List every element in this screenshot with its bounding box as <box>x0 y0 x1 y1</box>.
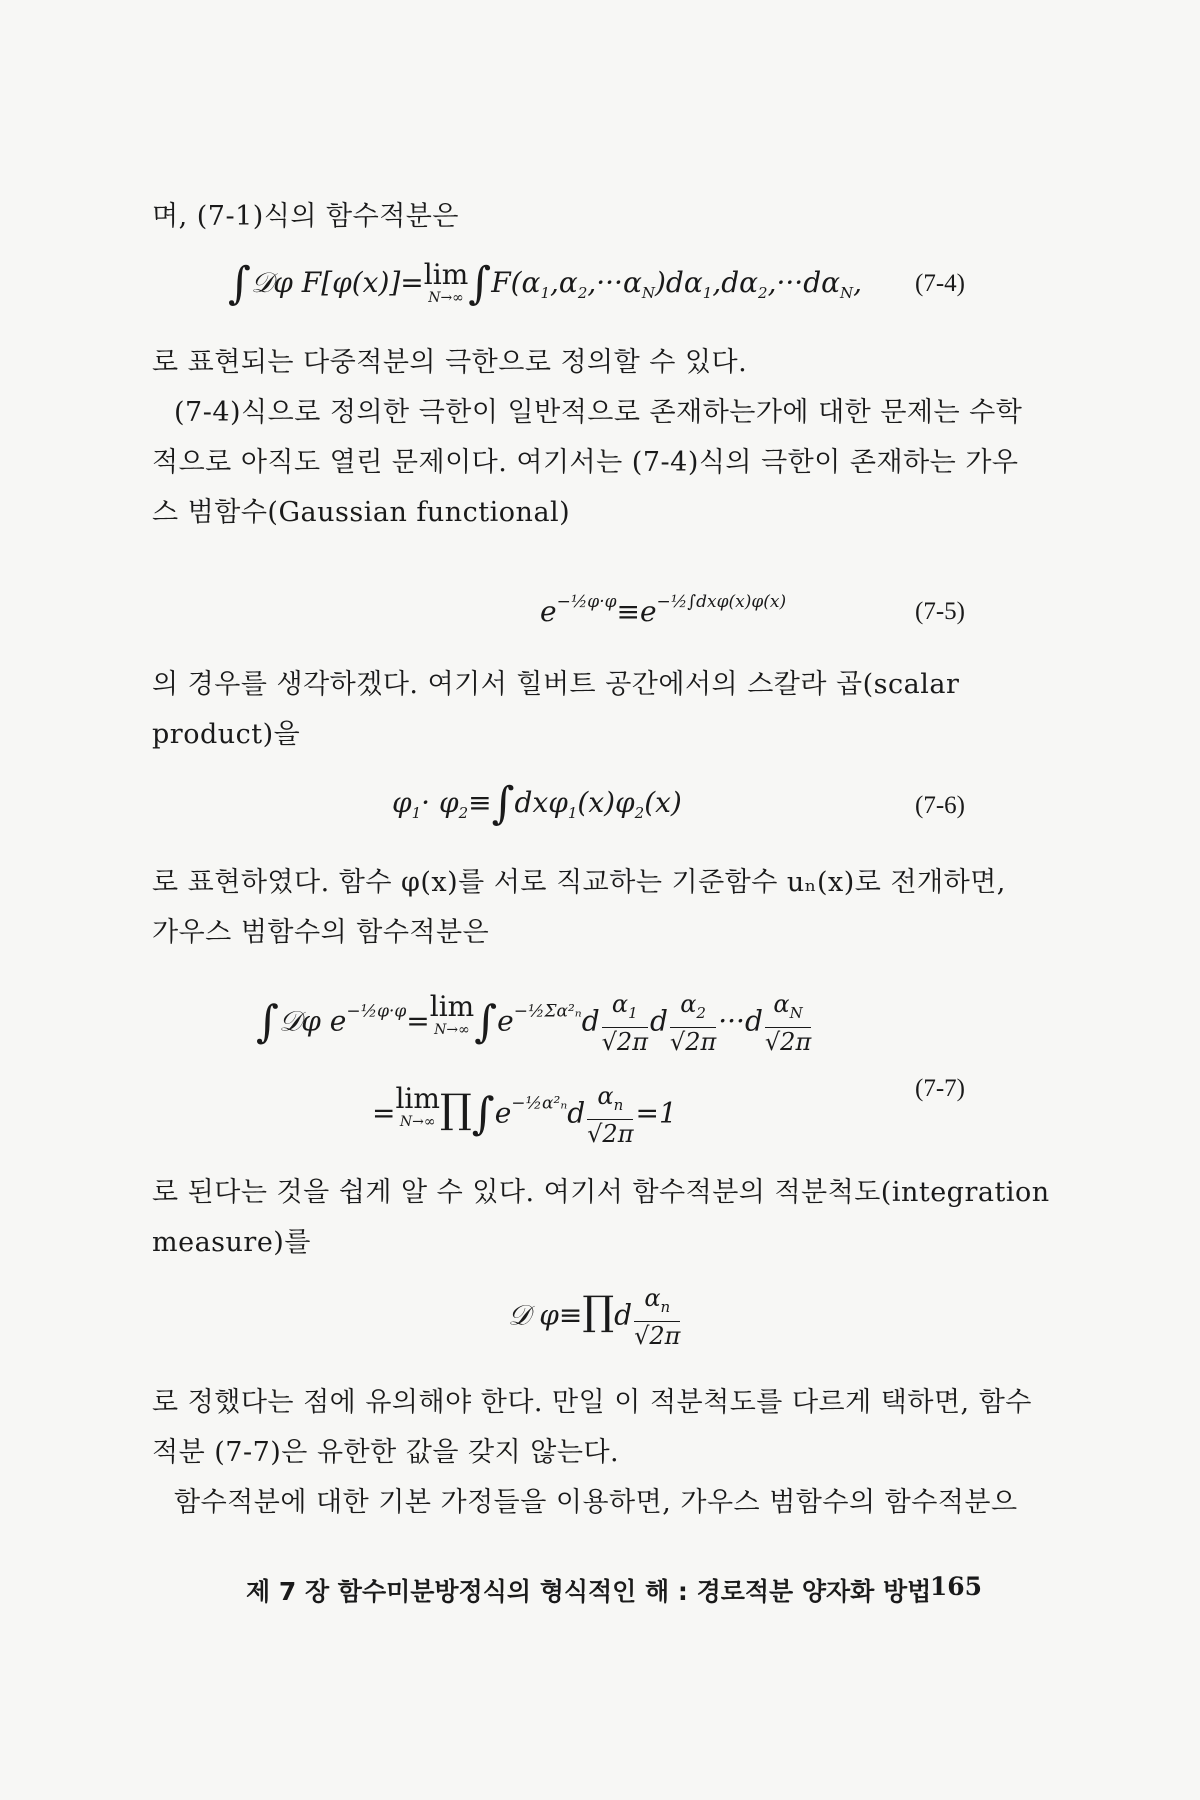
equation-7-5: $e^{-\frac{1}{2}\varphi\cdot\varphi}\equiv e^{-\frac{1}{2}\int dx\varphi(x)\varphi(x)}$ <box>540 592 787 628</box>
text-line: 함수적분에 대한 기본 가정들을 이용하면, 가우스 범함수의 함수적분으 <box>174 1487 1018 1518</box>
equation-number: (7-5) <box>915 598 965 625</box>
equation-7-7-line-2: =lim N→∞ $\prod\int e^{-\frac{1}{2}\alpha^2_n}d$ $\frac{\alpha_n}{√2\pi}$ =1 <box>372 1082 677 1148</box>
equation-number: (7-7) <box>915 1075 965 1102</box>
paragraph-7 <box>152 1378 1032 1528</box>
paragraph-1 <box>152 192 1022 242</box>
running-footer <box>246 1572 1022 1608</box>
text-line: 의 경우를 생각하겠다. 여기서 힐버트 공간에서의 스칼라 곱(scalar <box>152 669 960 700</box>
text-line: product)을 <box>152 719 301 750</box>
equation-number: (7-4) <box>915 270 965 297</box>
paragraph-5 <box>152 858 1022 958</box>
paragraph-2 <box>152 338 1022 538</box>
chapter-title: 제 7 장 함수미분방정식의 형식적인 해 : 경로적분 양자화 방법 <box>246 1577 932 1606</box>
text-line: 스 범함수(Gaussian functional) <box>152 497 571 528</box>
text-line: 로 표현하였다. 함수 φ(x)를 서로 직교하는 기준함수 uₙ(x)로 전개하면, <box>152 867 1006 898</box>
text-line: 가우스 범함수의 함수적분은 <box>152 917 490 948</box>
text-line: 로 정했다는 점에 유의해야 한다. 만일 이 적분척도를 다르게 택하면, 함수 <box>152 1387 1032 1418</box>
equation-measure: 𝒟 φ≡∏d $\frac{\alpha_n}{√2\pi}$ <box>508 1284 681 1350</box>
text-line: 적으로 아직도 열린 문제이다. 여기서는 (7-4)식의 극한이 존재하는 가우 <box>152 447 1019 478</box>
equation-7-4: ∫𝒟φ F[φ(x)]=lim N→∞ $\int F(\alpha_1,\alpha_2,\cdot\cdot\cdot\alpha_N)d\alpha_1,d\alpha_2,\cdot\cdot\cdot d\alpha_N$, <box>228 258 863 309</box>
text-line: 로 표현되는 다중적분의 극한으로 정의할 수 있다. <box>152 347 748 378</box>
text-line: measure)를 <box>152 1227 311 1258</box>
equation-number: (7-6) <box>915 792 965 819</box>
equation-7-6: $\varphi_1\cdot \varphi_2\equiv\int dx\varphi_1(x)\varphi_2(x)$ <box>392 778 682 829</box>
equation-7-7-line-1: ∫𝒟φ $e^{-\frac{1}{2}\varphi\cdot\varphi}=\lim$ N→∞ $\int e^{-\frac{1}{2}\Sigma\alpha^2_n}d$ $\frac{\alpha_1}{√2\pi}$ d $\frac{\alpha_2}{√2\pi}$ ···d $\frac{\alpha_N}{√2\pi}$ <box>256 990 812 1056</box>
text-line: 적분 (7-7)은 유한한 값을 갖지 않는다. <box>152 1437 620 1468</box>
text-line: 로 된다는 것을 쉽게 알 수 있다. 여기서 함수적분의 적분척도(integration <box>152 1177 1050 1208</box>
text-line: (7-4)식으로 정의한 극한이 일반적으로 존재하는가에 대한 문제는 수학 <box>174 397 1023 428</box>
text-line: 며, (7-1)식의 함수적분은 <box>152 201 459 232</box>
paragraph-6 <box>152 1168 1050 1268</box>
paragraph-4 <box>152 660 1022 760</box>
page-number: 165 <box>929 1572 982 1601</box>
